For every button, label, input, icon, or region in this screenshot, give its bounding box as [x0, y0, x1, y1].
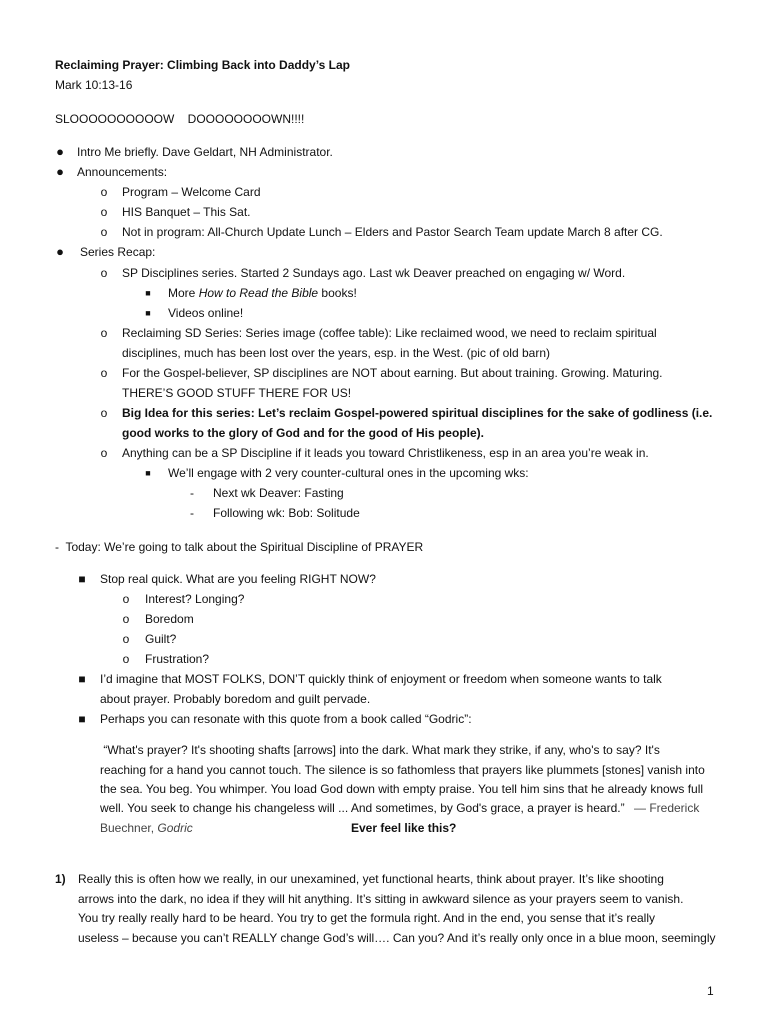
feeling-frustration: Frustration?	[145, 652, 210, 666]
point1-line4: useless – because you can’t REALLY change God’s will…. Can you? And it’s really only once in a blue moon, seemingly	[78, 931, 716, 945]
quote-author	[100, 820, 193, 836]
black-square-bullet-icon: ■	[78, 672, 86, 686]
books-text-post: books!	[318, 286, 357, 300]
black-bullet-icon: ●	[56, 244, 64, 259]
hollow-circle-bullet-icon: o	[100, 326, 108, 340]
hollow-circle-bullet-icon: o	[100, 366, 108, 380]
point1-line1: Really this is often how we really, in our unexamined, yet functional hearts, think about prayer. It’s like shooting	[78, 872, 664, 886]
small-square-bullet-icon: ■	[145, 288, 151, 298]
feeling-guilt: Guilt?	[145, 632, 177, 646]
hollow-circle-bullet-icon: o	[100, 406, 108, 420]
quote-intro: Perhaps you can resonate with this quote from a book called “Godric”:	[100, 712, 472, 726]
ever-feel-like-this: Ever feel like this?	[351, 821, 457, 835]
imagine-line2: about prayer. Probably boredom and guilt pervade.	[100, 692, 371, 706]
hollow-circle-bullet-icon: o	[122, 592, 130, 606]
hollow-circle-bullet-icon: o	[122, 632, 130, 646]
black-bullet-icon: ●	[56, 144, 64, 159]
announcements-item: Announcements:	[77, 165, 168, 179]
hollow-circle-bullet-icon: o	[100, 446, 108, 460]
intro-item: Intro Me briefly. Dave Geldart, NH Administrator.	[77, 145, 333, 159]
quote-line-3: the sea. You beg. You whimper. You load God down with empty praise. You tell him sins that he already knows full	[100, 782, 704, 796]
today-line: - Today: We’re going to talk about the Spiritual Discipline of PRAYER	[55, 540, 424, 554]
announcement-1: Program – Welcome Card	[122, 185, 261, 199]
hollow-circle-bullet-icon: o	[100, 225, 108, 239]
page-number: 1	[707, 984, 714, 998]
document-title: Reclaiming Prayer: Climbing Back into Daddy’s Lap	[55, 58, 350, 72]
books-text-pre: More	[168, 286, 199, 300]
feeling-boredom: Boredom	[145, 612, 194, 626]
books-title: How to Read the Bible	[198, 286, 319, 300]
recap-reclaiming-line2: disciplines, much has been lost over the years, esp. in the West. (pic of old barn)	[122, 346, 550, 360]
black-square-bullet-icon: ■	[78, 712, 86, 726]
quote-attribution: — Frederick	[634, 801, 700, 815]
point-number: 1)	[55, 872, 66, 886]
black-bullet-icon: ●	[56, 164, 64, 179]
recap-gospel-line1: For the Gospel-believer, SP disciplines are NOT about earning. But about training. Growing. Maturing.	[122, 366, 663, 380]
point1-line3: You try really really hard to be heard. You try to get the formula right. And in the end, you sense that it’s really	[78, 911, 656, 925]
black-square-bullet-icon: ■	[78, 572, 86, 586]
scripture-reference: Mark 10:13-16	[55, 78, 133, 92]
announcement-2: HIS Banquet – This Sat.	[122, 205, 251, 219]
recap-books-line	[168, 285, 357, 301]
hollow-circle-bullet-icon: o	[122, 652, 130, 666]
recap-reclaiming-line1: Reclaiming SD Series: Series image (coffee table): Like reclaimed wood, we need to reclaim spiritual	[122, 326, 657, 340]
feeling-interest: Interest? Longing?	[145, 592, 245, 606]
hollow-circle-bullet-icon: o	[100, 205, 108, 219]
hollow-circle-bullet-icon: o	[100, 266, 108, 280]
book-title: Godric	[157, 821, 193, 835]
slow-down-note: SLOOOOOOOOOOW DOOOOOOOOWN!!!!	[55, 112, 305, 126]
next-week-fasting: Next wk Deaver: Fasting	[213, 486, 344, 500]
series-recap-item: Series Recap:	[80, 245, 156, 259]
following-week-solitude: Following wk: Bob: Solitude	[213, 506, 360, 520]
recap-sp-disciplines: SP Disciplines series. Started 2 Sundays ago. Last wk Deaver preached on engaging w/ Word.	[122, 266, 626, 280]
recap-anything-line: Anything can be a SP Discipline if it leads you toward Christlikeness, esp in an area you’re weak in.	[122, 446, 649, 460]
small-square-bullet-icon: ■	[145, 308, 151, 318]
dash-bullet-icon: -	[190, 486, 194, 500]
recap-gospel-line2: THERE’S GOOD STUFF THERE FOR US!	[122, 386, 352, 400]
quote-line-1: “What's prayer? It's shooting shafts [arrows] into the dark. What mark they strike, if any, who's to say? It's	[100, 743, 660, 757]
quote-line-4: well. You seek to change his changeless will ... And sometimes, by God's grace, a prayer is heard.”	[100, 801, 625, 815]
question-feeling: Stop real quick. What are you feeling RIGHT NOW?	[100, 572, 376, 586]
hollow-circle-bullet-icon: o	[100, 185, 108, 199]
big-idea-line1: Big Idea for this series: Let’s reclaim Gospel-powered spiritual disciplines for the sake of godliness (i.e.	[122, 406, 713, 420]
hollow-circle-bullet-icon: o	[122, 612, 130, 626]
quote-line-2: reaching for a hand you cannot touch. The silence is so fathomless that prayers like plummets [stones] vanish into	[100, 763, 705, 777]
imagine-line1: I’d imagine that MOST FOLKS, DON’T quickly think of enjoyment or freedom when someone wants to talk	[100, 672, 662, 686]
small-square-bullet-icon: ■	[145, 468, 151, 478]
point1-line2: arrows into the dark, no idea if they will hit anything. It’s sitting in awkward silence as your prayers seem to vanish.	[78, 892, 684, 906]
big-idea-line2: good works to the glory of God and for the good of His people).	[122, 426, 484, 440]
recap-counter-cultural-line: We’ll engage with 2 very counter-cultural ones in the upcoming wks:	[168, 466, 529, 480]
announcement-3: Not in program: All-Church Update Lunch – Elders and Pastor Search Team update March 8 after CG.	[122, 225, 663, 239]
recap-videos-line: Videos online!	[168, 306, 244, 320]
author-name: Buechner,	[100, 821, 155, 835]
dash-bullet-icon: -	[190, 506, 194, 520]
